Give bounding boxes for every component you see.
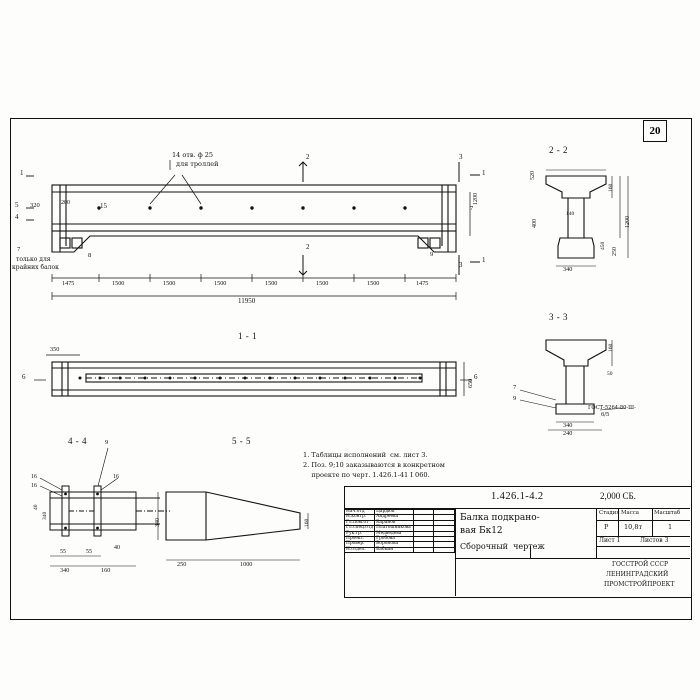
dim-33-160: 160 — [608, 343, 614, 352]
stamp-name-3: Платошникова — [375, 526, 414, 531]
title-divider-4 — [596, 520, 690, 521]
dim-11-350: 350 — [50, 346, 60, 353]
view-title-5-5: 5 - 5 — [232, 436, 251, 446]
stamp-role-0: Нач.отд — [345, 510, 375, 515]
dim-44-160: 160 — [101, 567, 111, 574]
stamp-role-1: Н.контр. — [345, 515, 375, 520]
mark-6-left: 6 — [22, 373, 26, 381]
mass-value: 10,8т — [624, 523, 643, 531]
dim-22-520: 520 — [530, 171, 536, 180]
drawing-code: 1.426.1-4.2 — [491, 491, 544, 502]
stamp-name-7: Бабкин — [375, 547, 414, 552]
pos-8: 8 — [88, 252, 92, 259]
dim-22-400: 400 — [532, 219, 538, 228]
title-divider-6 — [596, 546, 690, 547]
dim-22-140: 140 — [566, 211, 575, 217]
org-line-2: ЛЕНИНГРАДСКИЙ — [606, 571, 669, 578]
view-title-1-1: 1 - 1 — [238, 331, 257, 341]
view-title-3-3: 3 - 3 — [549, 312, 568, 322]
dim-seg-5: 1500 — [265, 280, 278, 287]
dim-33-240: 240 — [563, 430, 573, 437]
mark-1-left: 1 — [20, 169, 24, 177]
pos-9-right: 9 — [430, 251, 434, 258]
stamp-role-3: Гл.спец.отд — [346, 525, 374, 531]
stamp-name-6: Воронова — [375, 542, 414, 547]
stage-label: Стадия — [599, 510, 620, 516]
mark-1-top: 1 — [482, 169, 486, 177]
mark-2-top: 2 — [306, 153, 310, 161]
dim-55-340: 340 — [155, 518, 161, 527]
dim-seg-3: 1500 — [163, 280, 176, 287]
dim-22-340: 340 — [563, 266, 573, 273]
mark-3-bottom: 3 — [459, 261, 463, 269]
mark-2-bottom: 2 — [306, 243, 310, 251]
note-line-3: проекте по черт. 1.426.1-41 I 060. — [303, 471, 430, 479]
stamp-date-7 — [434, 547, 455, 552]
title-divider-7 — [455, 558, 690, 559]
dim-55-250: 250 — [177, 561, 187, 568]
note-line-2: 2. Поз. 9;10 заказываются в конкретном — [303, 461, 445, 469]
dim-44-340: 340 — [60, 567, 70, 574]
dim-44-340v: 340 — [42, 511, 48, 520]
org-line-3: ПРОМСТРОЙПРОЕКТ — [604, 581, 675, 588]
stamp-name-5: Гробова — [375, 537, 414, 542]
mark-3-top: 3 — [459, 153, 463, 161]
stamp-sign-7 — [413, 547, 434, 552]
stamp-role-4: Рук.гр. — [345, 531, 375, 536]
dim-44-40b: 40 — [114, 545, 120, 551]
dim-33-340: 340 — [563, 422, 573, 429]
dim-seg-2: 1500 — [112, 280, 125, 287]
dim-total: 11950 — [238, 297, 256, 305]
stamp-name-2: Баранов — [375, 520, 414, 525]
callout-edge-only-2: крайних балок — [12, 264, 59, 271]
view-title-4-4: 4 - 4 — [68, 436, 87, 446]
title-line-2: вая Бк12 — [460, 526, 503, 536]
dim-44-55a: 55 — [60, 549, 66, 555]
stamp-role-2: Гл.пом.от — [345, 520, 375, 525]
scale-value: 1 — [668, 523, 673, 531]
dim-44-16a: 16 — [31, 474, 37, 480]
stamp-name-0: Цардюк — [375, 510, 414, 515]
stamp-name-4: Медведева — [375, 531, 414, 536]
dim-22-1200: 1200 — [625, 216, 631, 228]
dim-seg-1: 1475 — [62, 280, 75, 287]
callout-edge-only-1: только для — [16, 256, 51, 263]
dim-seg-6: 1500 — [316, 280, 329, 287]
dim-44-40a: 40 — [33, 504, 39, 510]
mark-1-bottom: 1 — [482, 256, 486, 264]
mark-5-left: 5 — [15, 201, 19, 209]
pos-7-sec33: 7 — [513, 384, 517, 391]
note-line-1: 1. Таблицы исполнений см. лист 3. — [303, 451, 428, 459]
stamp-role-5: Проект. — [345, 537, 375, 542]
dim-200: 200 — [61, 200, 70, 206]
org-line-1: ГОССТРОЙ СССР — [612, 561, 668, 568]
title-divider-2 — [455, 508, 456, 596]
pos-9-view44: 9 — [105, 439, 109, 446]
dim-15: 15 — [100, 202, 107, 210]
table-row — [345, 547, 455, 552]
dim-320: 320 — [30, 202, 40, 209]
stage-value: Р — [604, 523, 609, 531]
callout-holes: 14 отв. ф 25 — [172, 151, 214, 159]
signature-stamp-table — [344, 509, 455, 553]
stamp-role-7: Н.отдел. — [345, 547, 375, 552]
sheets-label: Листов 3 — [640, 537, 669, 544]
stamp-name-1: Андреева — [375, 515, 414, 520]
dim-44-55b: 55 — [86, 549, 92, 555]
dim-seg-8: 1475 — [416, 280, 429, 287]
dim-22-160: 160 — [608, 183, 614, 192]
dim-44-16c: 16 — [113, 474, 119, 480]
dim-44-16b: 16 — [31, 483, 37, 489]
view-title-2-2: 2 - 2 — [549, 145, 568, 155]
page-number: 20 — [649, 125, 661, 137]
stamp-role-6: Провер. — [345, 542, 375, 547]
dim-22-450: 450 — [600, 241, 606, 250]
title-divider-3 — [596, 508, 597, 558]
dim-55-160: 160 — [304, 518, 310, 527]
mark-6-right: 6 — [474, 373, 478, 381]
dim-22-250: 250 — [612, 247, 618, 256]
callout-gost-2: 6/5 — [596, 412, 610, 418]
dim-seg-7: 1500 — [367, 280, 380, 287]
mass-label: Масса — [621, 510, 639, 516]
dim-11-650: 650 — [467, 378, 474, 388]
pos-7-right: 7 — [470, 205, 474, 212]
pos-9-sec33: 9 — [513, 395, 517, 402]
title-line-1: Балка подкрано- — [460, 513, 540, 523]
mark-4-left: 4 — [15, 213, 19, 221]
dim-seg-4: 1500 — [214, 280, 227, 287]
dim-33-50: 50 — [607, 371, 613, 377]
title-line-3: Сборочный чертеж — [460, 542, 545, 551]
drawing-set: 2,000 СБ. — [600, 491, 636, 501]
title-divider-9 — [652, 508, 653, 536]
scale-label: Масштаб — [654, 510, 681, 516]
callout-gost: ГОСТ-5264-80-Ш- — [588, 405, 636, 411]
sheet-label: Лист 1 — [599, 537, 621, 544]
dim-1200-elev: 1200 — [473, 193, 479, 205]
pos-7-left: 7 — [17, 246, 21, 253]
dim-55-1000: 1000 — [240, 561, 253, 568]
callout-holes-2: для троллей — [176, 160, 219, 168]
